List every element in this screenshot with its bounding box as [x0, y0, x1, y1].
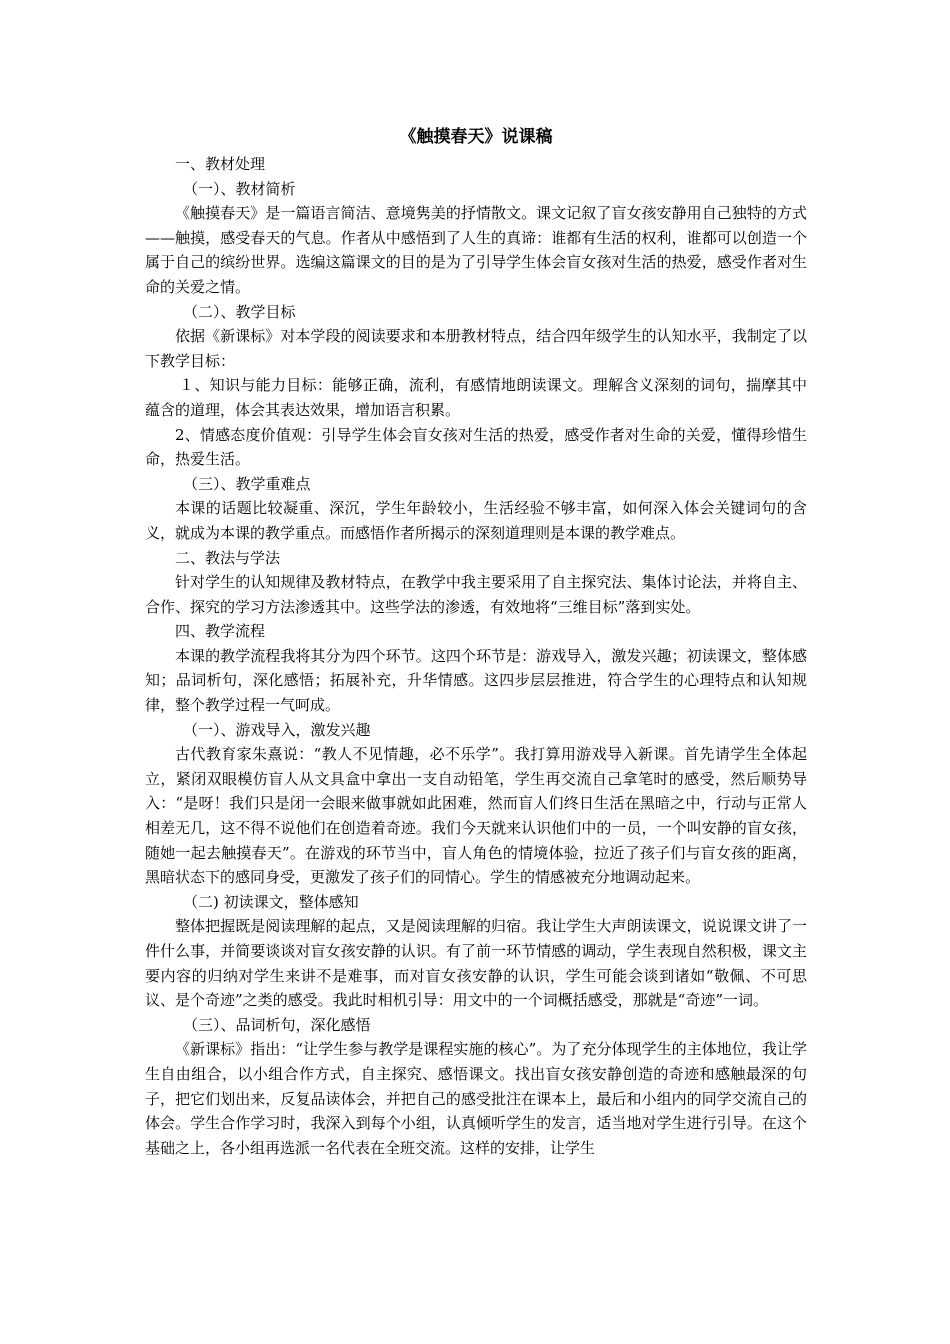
- subsection-heading-1-1: （一）、教材简析: [183, 179, 296, 198]
- subsection-heading-4-1: （一）、游戏导入，激发兴趣: [183, 720, 371, 739]
- paragraph-textbook-analysis: 《触摸春天》是一篇语言简洁、意境隽美的抒情散文。课文记叙了盲女孩安静用自己独特的方式——触摸，感受春天的气息。作者从中感悟到了人生的真谛：谁都有生活的权利，谁都可以创造一个属于自己的缤纷世界。选编这篇课文的目的是为了引导学生体会盲女孩对生活的热爱，感受作者对生命的关爱之情。: [145, 204, 807, 296]
- goal-item-2: 2、情感态度价值观：引导学生体会盲女孩对生活的热爱，感受作者对生命的关爱，懂得珍惜生命，热爱生活。: [145, 425, 807, 469]
- section-heading-1: 一、教材处理: [175, 155, 266, 173]
- subsection-heading-1-2: （二）、教学目标: [183, 302, 296, 321]
- subsection-heading-1-3: （三）、教学重难点: [183, 474, 311, 493]
- paragraph-methods: 针对学生的认知规律及教材特点，在教学中我主要采用了自主探究法、集体讨论法，并将自主、合作、探究的学习方法渗透其中。这些学法的渗透，有效地将“三维目标”落到实处。: [145, 573, 807, 616]
- document-title: 《触摸春天》说课稿: [399, 127, 553, 147]
- paragraph-word-analysis: 《新课标》指出：“让学生参与教学是课程实施的核心”。为了充分体现学生的主体地位，我让学生自由组合，以小组合作方式，自主探究、感悟课文。找出盲女孩安静创造的奇迹和感触最深的句子，把它们划出来，反复品读体会，并把自己的感受批注在课本上，最后和小组内的同学交流自己的体会。学生合作学习时，我深入到每个小组，认真倾听学生的发言，适当地对学生进行引导。在这个基础之上，各小组再选派一名代表在全班交流。这样的安排，让学生: [145, 1040, 807, 1157]
- subsection-heading-4-2: （二) 初读课文，整体感知: [183, 892, 359, 911]
- goal-item-1: １、知识与能力目标：能够正确，流利，有感情地朗读课文。理解含义深刻的词句，揣摩其中蕴含的道理，体会其表达效果，增加语言积累。: [145, 376, 807, 419]
- subsection-heading-4-3: （三）、品词析句，深化感悟: [183, 1015, 371, 1034]
- paragraph-teaching-goals-intro: 依据《新课标》对本学段的阅读要求和本册教材特点，结合四年级学生的认知水平，我制定了以下教学目标：: [145, 327, 807, 370]
- paragraph-game-intro: 古代教育家朱熹说：“教人不见情趣，必不乐学”。我打算用游戏导入新课。首先请学生全体起立，紧闭双眼模仿盲人从文具盒中拿出一支自动铅笔，学生再交流自己拿笔时的感受，然后顺势导入：“是呀！我们只是闭一会眼来做事就如此困难，然而盲人们终日生活在黑暗之中，行动与正常人相差无几，这不得不说他们在创造着奇迹。我们今天就来认识他们中的一员，一个叫安静的盲女孩，随她一起去触摸春天”。在游戏的环节当中，盲人角色的情境体验，拉近了孩子们与盲女孩的距离，黑暗状态下的感同身受，更激发了孩子们的同情心。学生的情感被充分地调动起来。: [145, 745, 807, 887]
- document-page: [145, 124, 807, 1160]
- paragraph-key-points: 本课的话题比较凝重、深沉，学生年龄较小，生活经验不够丰富，如何深入体会关键词句的含义，就成为本课的教学重点。而感悟作者所揭示的深刻道理则是本课的教学难点。: [145, 499, 807, 542]
- paragraph-first-reading: 整体把握既是阅读理解的起点，又是阅读理解的归宿。我让学生大声朗读课文，说说课文讲了一件什么事，并简要谈谈对盲女孩安静的认识。有了前一环节情感的调动，学生表现自然积极，课文主要内容的归纳对学生来讲不是难事，而对盲女孩安静的认识，学生可能会谈到诸如“敬佩、不可思议、是个奇迹”之类的感受。我此时相机引导：用文中的一个词概括感受，那就是“奇迹”一词。: [145, 917, 807, 1010]
- section-heading-2: 二、教法与学法: [175, 548, 281, 567]
- section-heading-4: 四、教学流程: [175, 622, 266, 641]
- paragraph-process-overview: 本课的教学流程我将其分为四个环节。这四个环节是：游戏导入，激发兴趣；初读课文，整体感知；品词析句，深化感悟；拓展补充，升华情感。这四步层层推进，符合学生的心理特点和认知规律，整个教学过程一气呵成。: [145, 646, 807, 715]
